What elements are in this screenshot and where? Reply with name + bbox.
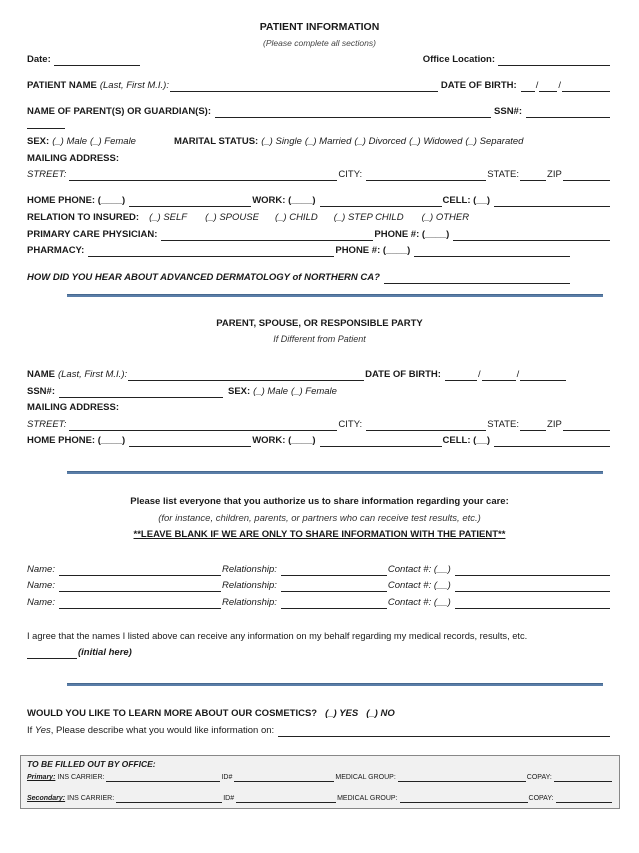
rp-dob-year-field[interactable] xyxy=(520,370,566,381)
secondary-copay-field[interactable] xyxy=(556,794,612,803)
pharmacy-field[interactable] xyxy=(88,246,334,257)
office-location-label: Office Location: xyxy=(422,54,495,65)
authorized-contact-field[interactable] xyxy=(455,598,610,609)
authorized-relationship-field[interactable] xyxy=(281,581,387,592)
phone-row xyxy=(27,194,611,207)
relation-child-option[interactable]: (_) CHILD xyxy=(274,212,318,223)
zip-label: ZIP xyxy=(547,169,562,180)
authorized-relationship-label: Relationship: xyxy=(221,597,277,608)
mailing-address-row xyxy=(27,152,611,165)
authorization-subtitle: (for instance, children, parents, or partners who can receive test results, etc.) xyxy=(158,513,481,524)
dob-separator: / xyxy=(558,80,561,91)
ssn-field-continuation[interactable] xyxy=(27,128,65,129)
office-location-field[interactable] xyxy=(498,55,610,66)
primary-copay-field[interactable] xyxy=(554,773,612,782)
section-divider xyxy=(67,471,603,474)
rp-name-hint: (Last, First M.I.): xyxy=(57,369,128,380)
rp-ssn-label: SSN#: xyxy=(27,386,55,397)
pcp-field[interactable] xyxy=(161,230,373,241)
primary-carrier-field[interactable] xyxy=(106,773,220,782)
marital-label: MARITAL STATUS: xyxy=(173,136,259,147)
state-field[interactable] xyxy=(520,170,546,181)
pcp-label: PRIMARY CARE PHYSICIAN: xyxy=(27,229,158,240)
patient-name-hint: (Last, First M.I.): xyxy=(99,80,169,91)
rp-street-field[interactable] xyxy=(69,420,337,431)
secondary-id-field[interactable] xyxy=(236,794,336,803)
rp-home-phone-field[interactable] xyxy=(129,436,251,447)
marital-single-option[interactable]: (_) Single xyxy=(261,136,302,147)
city-field[interactable] xyxy=(366,170,486,181)
guardian-row xyxy=(27,105,611,118)
primary-label: Primary: xyxy=(27,774,56,781)
dob-label: DATE OF BIRTH: xyxy=(440,80,517,91)
dob-separator: / xyxy=(535,80,539,91)
sex-label: SEX: xyxy=(27,136,50,147)
referral-field[interactable] xyxy=(384,273,570,284)
rp-name-label: NAME xyxy=(27,369,55,380)
marital-married-option[interactable]: (_) Married xyxy=(304,136,352,147)
office-use-box xyxy=(20,755,620,809)
primary-id-field[interactable] xyxy=(234,773,334,782)
initial-row xyxy=(27,646,611,659)
cosmetics-describe-row xyxy=(27,724,611,737)
primary-group-field[interactable] xyxy=(398,773,526,782)
date-field[interactable] xyxy=(54,55,140,66)
rp-sex-male-option[interactable]: (_) Male xyxy=(253,386,289,397)
secondary-copay-label: COPAY: xyxy=(528,795,554,802)
initial-label: (initial here) xyxy=(78,647,132,658)
secondary-group-label: MEDICAL GROUP: xyxy=(337,795,398,802)
primary-carrier-label: INS CARRIER: xyxy=(57,774,105,781)
cosmetics-row xyxy=(27,707,611,720)
cosmetics-describe-prefix: If xyxy=(27,725,35,736)
rp-sex-female-option[interactable]: (_) Female xyxy=(291,386,337,397)
date-row xyxy=(27,53,611,66)
office-primary-row xyxy=(27,772,613,782)
state-label: STATE: xyxy=(487,169,520,180)
authorized-name-field[interactable] xyxy=(59,565,221,576)
rp-home-phone-label: HOME PHONE: (____) xyxy=(27,435,126,446)
rp-street-label: STREET: xyxy=(27,419,67,430)
cosmetics-describe-yes: Yes xyxy=(34,725,51,736)
home-phone-label: HOME PHONE: (____) xyxy=(27,195,126,206)
rp-state-label: STATE: xyxy=(487,419,520,430)
referral-row xyxy=(27,271,571,284)
rp-cell-phone-label: CELL: (__) xyxy=(442,435,491,446)
authorized-relationship-label: Relationship: xyxy=(221,580,277,591)
primary-id-label: ID# xyxy=(221,774,233,781)
marital-separated-option[interactable]: (_) Separated xyxy=(465,136,524,147)
relation-row xyxy=(27,211,611,224)
referral-question: HOW DID YOU HEAR ABOUT ADVANCED DERMATOLOGY of NORTHERN CA? xyxy=(27,272,380,283)
rp-dob-day-field[interactable] xyxy=(482,370,516,381)
relation-label: RELATION TO INSURED: xyxy=(27,212,140,223)
marital-widowed-option[interactable]: (_) Widowed xyxy=(409,136,463,147)
office-box-title: TO BE FILLED OUT BY OFFICE: xyxy=(27,759,156,769)
secondary-id-label: ID# xyxy=(223,795,235,802)
office-secondary-row xyxy=(27,793,613,803)
zip-field[interactable] xyxy=(563,170,610,181)
pharmacy-phone-field[interactable] xyxy=(414,246,570,257)
work-phone-label: WORK: (____) xyxy=(252,195,316,206)
guardian-field[interactable] xyxy=(215,107,491,118)
rp-zip-label: ZIP xyxy=(547,419,562,430)
guardian-label: NAME OF PARENT(S) OR GUARDIAN(S): xyxy=(27,106,212,117)
authorized-contact-label: Contact #: (__) xyxy=(387,564,451,575)
mailing-address-label: MAILING ADDRESS: xyxy=(27,153,120,164)
pharmacy-row xyxy=(27,244,571,257)
rp-mailing-row xyxy=(27,401,611,414)
address-row xyxy=(27,168,611,181)
primary-copay-label: COPAY: xyxy=(526,774,552,781)
rp-name-field[interactable] xyxy=(128,370,364,381)
rp-work-phone-field[interactable] xyxy=(320,436,442,447)
relation-self-option[interactable]: (_) SELF xyxy=(149,212,188,223)
secondary-label: Secondary: xyxy=(27,795,66,802)
relation-stepchild-option[interactable]: (_) STEP CHILD xyxy=(333,212,404,223)
marital-divorced-option[interactable]: (_) Divorced xyxy=(354,136,407,147)
agreement-text: I agree that the names I listed above can receive any information on my behalf regarding my medical records, results, etc. xyxy=(27,631,528,641)
ssn-field[interactable] xyxy=(526,107,610,118)
responsible-party-title: PARENT, SPOUSE, OR RESPONSIBLE PARTY xyxy=(216,318,423,329)
pcp-row xyxy=(27,228,611,241)
authorized-name-label: Name: xyxy=(27,597,55,608)
patient-name-label: PATIENT NAME xyxy=(27,80,97,91)
cell-phone-field[interactable] xyxy=(494,196,610,207)
authorized-name-field[interactable] xyxy=(59,581,221,592)
pharmacy-label: PHARMACY: xyxy=(27,245,85,256)
cell-phone-label: CELL: (__) xyxy=(442,195,491,206)
rp-sex-label: SEX: xyxy=(227,386,251,397)
rp-state-field[interactable] xyxy=(520,420,546,431)
authorized-name-label: Name: xyxy=(27,564,55,575)
cosmetics-describe-label: , Please describe what you would like information on: xyxy=(50,725,275,736)
authorization-warning: **LEAVE BLANK IF WE ARE ONLY TO SHARE INFORMATION WITH THE PATIENT** xyxy=(133,529,506,540)
agreement-row xyxy=(27,629,611,642)
page-subtitle: (Please complete all sections) xyxy=(263,38,376,48)
page-title: PATIENT INFORMATION xyxy=(259,21,380,33)
responsible-party-subtitle: If Different from Patient xyxy=(273,334,366,344)
work-phone-field[interactable] xyxy=(320,196,442,207)
rp-name-row xyxy=(27,368,611,381)
ssn-label: SSN#: xyxy=(494,106,522,117)
pcp-phone-field[interactable] xyxy=(453,230,610,241)
dob-separator: / xyxy=(516,369,520,380)
dob-year-field[interactable] xyxy=(562,81,610,92)
street-field[interactable] xyxy=(69,170,337,181)
sex-male-option[interactable]: (_) Male xyxy=(52,136,88,147)
city-label: CITY: xyxy=(338,169,363,180)
sex-marital-row xyxy=(27,135,611,148)
cosmetics-no-option[interactable]: (_) NO xyxy=(366,708,395,719)
secondary-carrier-field[interactable] xyxy=(116,794,222,803)
cosmetics-describe-field[interactable] xyxy=(278,726,610,737)
relation-spouse-option[interactable]: (_) SPOUSE xyxy=(205,212,259,223)
rp-ssn-field[interactable] xyxy=(59,387,223,398)
authorized-relationship-field[interactable] xyxy=(281,565,387,576)
patient-name-field[interactable] xyxy=(170,81,438,92)
pcp-phone-label: PHONE #: (____) xyxy=(374,229,450,240)
rp-address-row xyxy=(27,418,611,431)
home-phone-field[interactable] xyxy=(129,196,251,207)
authorized-person-row xyxy=(27,579,611,592)
authorized-name-label: Name: xyxy=(27,580,55,591)
cosmetics-question: WOULD YOU LIKE TO LEARN MORE ABOUT OUR COSMETICS? xyxy=(27,708,318,719)
dob-month-field[interactable] xyxy=(521,81,535,92)
rp-city-field[interactable] xyxy=(366,420,486,431)
rp-work-phone-label: WORK: (____) xyxy=(252,435,316,446)
sex-female-option[interactable]: (_) Female xyxy=(90,136,136,147)
secondary-carrier-label: INS CARRIER: xyxy=(67,795,115,802)
authorized-contact-field[interactable] xyxy=(455,565,610,576)
rp-phone-row xyxy=(27,434,611,447)
pharmacy-phone-label: PHONE #: (____) xyxy=(335,245,411,256)
authorized-name-field[interactable] xyxy=(59,598,221,609)
secondary-group-field[interactable] xyxy=(400,794,528,803)
rp-city-label: CITY: xyxy=(338,419,363,430)
rp-dob-month-field[interactable] xyxy=(445,370,477,381)
rp-ssn-sex-row xyxy=(27,385,611,398)
section-divider xyxy=(67,683,603,686)
dob-day-field[interactable] xyxy=(539,81,557,92)
section-divider xyxy=(67,294,603,297)
authorized-relationship-label: Relationship: xyxy=(221,564,277,575)
authorized-contact-field[interactable] xyxy=(455,581,610,592)
primary-group-label: MEDICAL GROUP: xyxy=(335,774,396,781)
patient-name-row xyxy=(27,79,611,92)
authorized-contact-label: Contact #: (__) xyxy=(387,580,451,591)
rp-cell-phone-field[interactable] xyxy=(494,436,610,447)
authorized-contact-label: Contact #: (__) xyxy=(387,597,451,608)
cosmetics-yes-option[interactable]: (_) YES xyxy=(325,708,359,719)
street-label: STREET: xyxy=(27,169,67,180)
initial-field[interactable] xyxy=(27,648,77,659)
authorized-relationship-field[interactable] xyxy=(281,598,387,609)
authorized-person-row xyxy=(27,563,611,576)
relation-other-option[interactable]: (_) OTHER xyxy=(421,212,470,223)
date-label: Date: xyxy=(27,54,51,65)
rp-zip-field[interactable] xyxy=(563,420,610,431)
rp-dob-label: DATE OF BIRTH: xyxy=(365,369,441,380)
rp-mailing-label: MAILING ADDRESS: xyxy=(27,402,120,413)
authorization-title: Please list everyone that you authorize us to share information regarding your care: xyxy=(130,496,509,507)
dob-separator: / xyxy=(477,369,481,380)
authorized-person-row xyxy=(27,596,611,609)
